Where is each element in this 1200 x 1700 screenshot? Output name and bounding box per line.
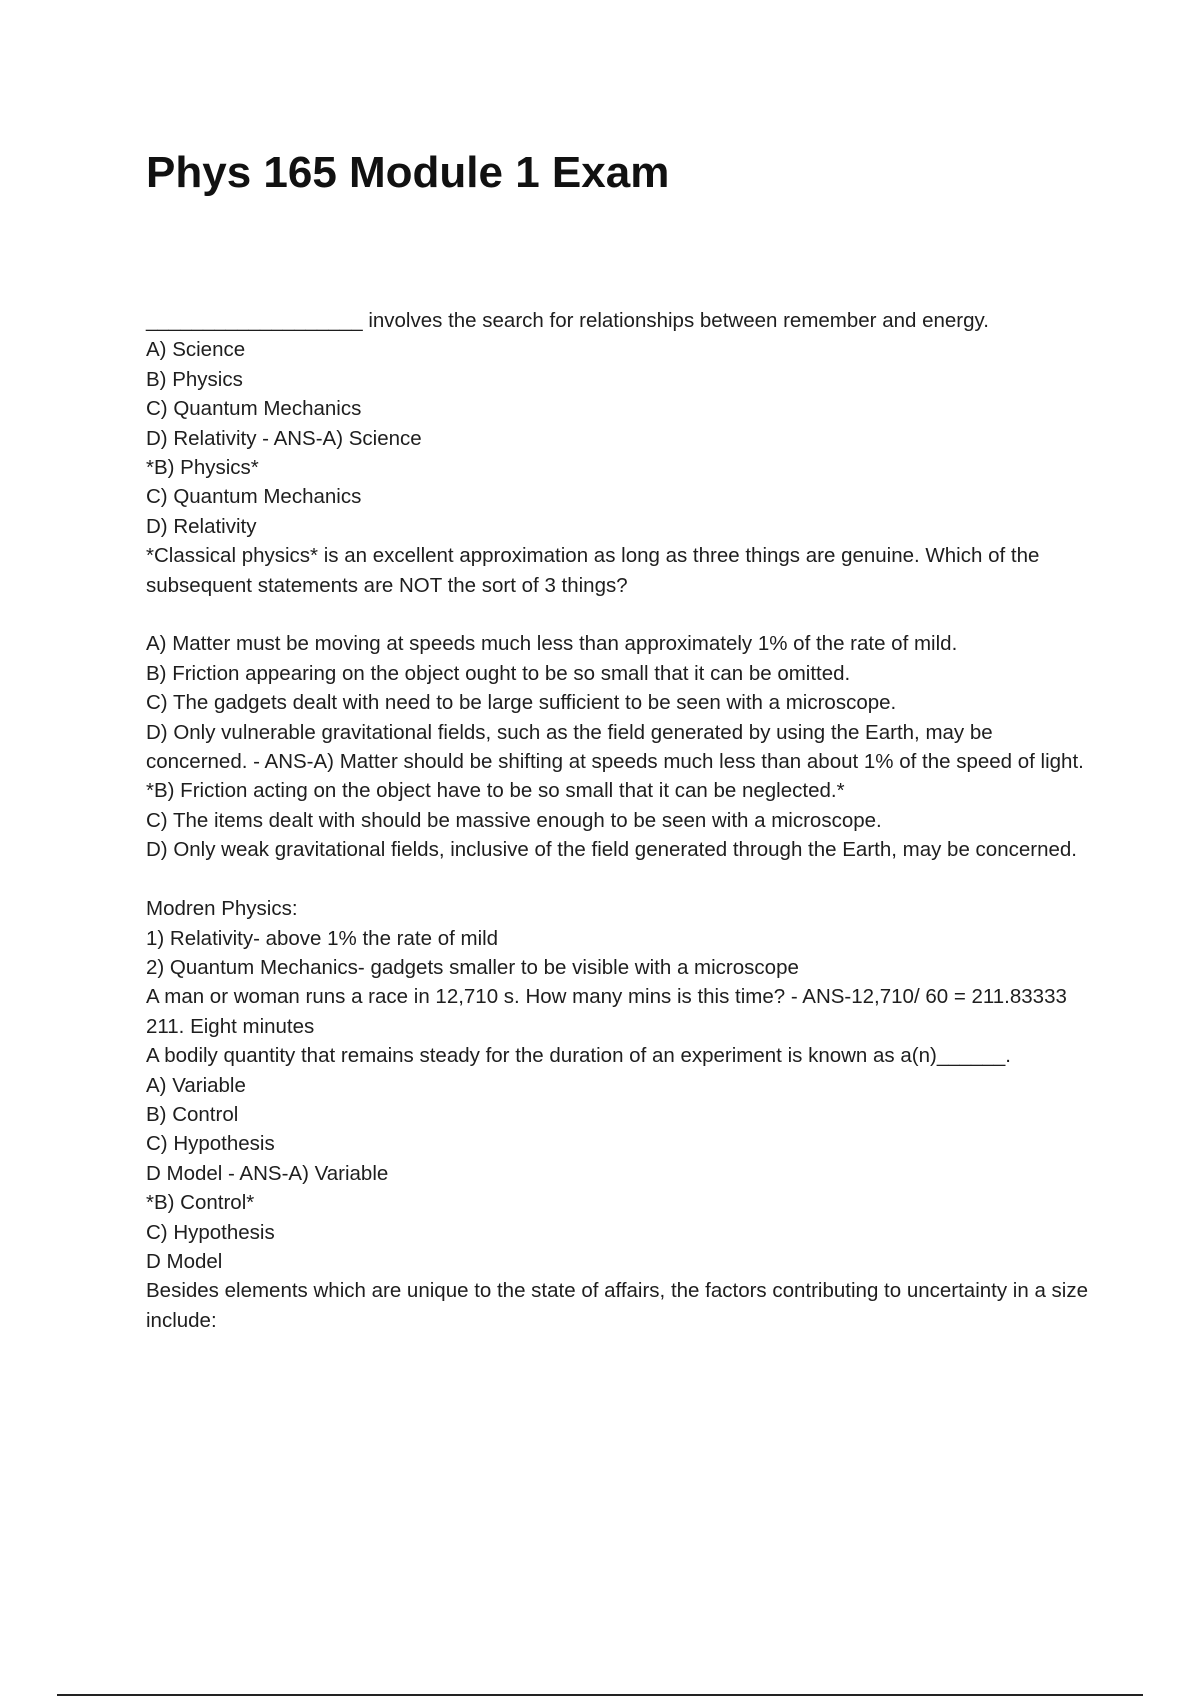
text-line: ___________________ involves the search for relationships between remember and energy.: [146, 309, 989, 332]
text-line: *Classical physics* is an excellent approximation as long as three things are genuine. Which of the subsequent statements are NOT the sort of 3 things?: [146, 544, 1046, 597]
text-line: C) Quantum Mechanics: [146, 397, 362, 421]
text-line: D Model - ANS-A) Variable: [146, 1161, 389, 1185]
text-line: C) The items dealt with should be massive enough to be seen with a microscope.: [146, 808, 882, 832]
text-line: 1) Relativity- above 1% the rate of mild: [146, 926, 499, 950]
text-line: Modren Physics:: [146, 897, 298, 921]
footer-divider: [57, 1694, 1143, 1696]
text-line: D) Relativity: [146, 514, 257, 538]
text-line: B) Friction appearing on the object ought to be so small that it can be omitted.: [146, 661, 851, 685]
text-line: *B) Physics*: [146, 456, 259, 480]
text-line: A) Matter must be moving at speeds much less than approximately 1% of the rate of mild.: [146, 632, 958, 656]
text-line: C) The gadgets dealt with need to be large sufficient to be seen with a microscope.: [146, 691, 897, 715]
text-line: A) Variable: [146, 1073, 246, 1097]
text-line: D) Only vulnerable gravitational fields, such as the field generated by using the Earth, may be concerned. - ANS-A) Matter should be shifting at speeds much less than about 1% of the speed of light.: [146, 720, 1084, 774]
text-line: D Model: [146, 1249, 223, 1273]
text-line: A) Science: [146, 338, 246, 362]
document-body: [146, 306, 1096, 1335]
text-line: C) Quantum Mechanics: [146, 485, 362, 509]
text-line: *B) Control*: [146, 1191, 255, 1215]
text-line: C) Hypothesis: [146, 1220, 275, 1244]
text-line: B) Control: [146, 1102, 239, 1126]
blank-line: [146, 865, 1096, 894]
text-line: 2) Quantum Mechanics- gadgets smaller to be visible with a microscope: [146, 955, 799, 979]
text-line: D) Only weak gravitational fields, inclusive of the field generated through the Earth, may be concerned.: [146, 838, 1077, 862]
text-line: B) Physics: [146, 367, 243, 391]
text-line: C) Hypothesis: [146, 1132, 275, 1156]
text-line: D) Relativity - ANS-A) Science: [146, 426, 422, 450]
page-title: Phys 165 Module 1 Exam: [146, 148, 670, 197]
text-line: 211. Eight minutes: [146, 1014, 315, 1038]
text-line: A man or woman runs a race in 12,710 s. How many mins is this time? - ANS-12,710/ 60 = 211.83333: [146, 985, 1067, 1009]
text-line: *B) Friction acting on the object have to be so small that it can be neglected.*: [146, 779, 845, 803]
text-line: Besides elements which are unique to the state of affairs, the factors contributing to uncertainty in a size include:: [146, 1279, 1094, 1332]
text-line: A bodily quantity that remains steady for the duration of an experiment is known as a(n)______.: [146, 1044, 1011, 1068]
blank-line: [146, 600, 1096, 629]
